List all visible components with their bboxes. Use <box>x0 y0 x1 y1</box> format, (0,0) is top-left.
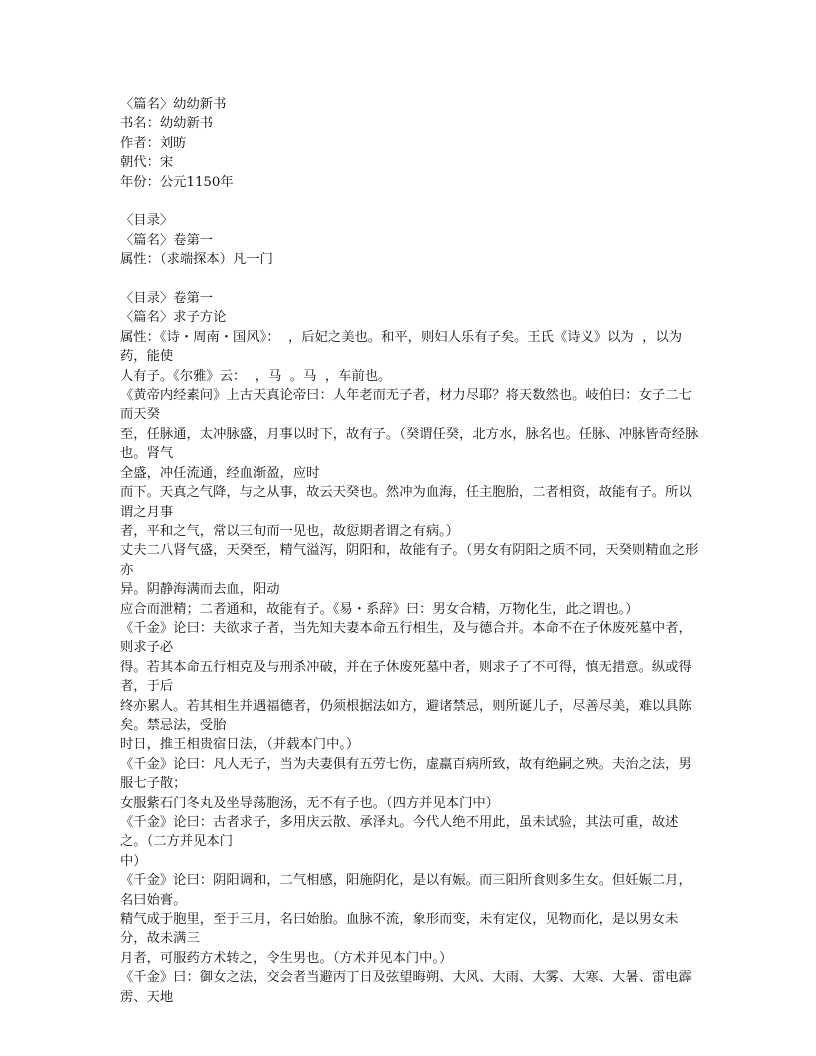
body-line: 者，平和之气，常以三旬而一见也，故愆期者谓之有病。） <box>120 523 460 539</box>
title-line: 〈篇名〉幼幼新书 <box>120 97 227 112</box>
body-line: 女服紫石门冬丸及坐导荡胞汤，无不有子也。（四方并见本门中） <box>120 795 499 811</box>
body-line: 月者，可服药方术转之，令生男也。（方术并见本门中。） <box>120 950 453 966</box>
body-line: 《黄帝内经素问》上古天真论帝曰：人年老而无子者，材力尽耶？将天数然也。岐伯曰：女子二七而天癸 <box>120 388 692 423</box>
body-line: 《千金》论曰：夫欲求子者，当先知夫妻本命五行相生，及与德合并。本命不在子休废死墓中者，则求子必 <box>120 620 692 656</box>
body-line: 得。若其本命五行相克及与刑杀冲破，并在子休废死墓中者，则求子了不可得，慎无措意。纵或得者，于后 <box>120 659 692 695</box>
body-line: 《千金》论曰：凡人无子，当为夫妻俱有五劳七伤，虚羸百病所致，故有绝嗣之殃。夫治之法，男服七子散； <box>120 756 692 792</box>
body-line: 应合而泄精；二者通和，故能有子。《易・系辞》曰：男女合精，万物化生，此之谓也。） <box>120 601 639 617</box>
body-line: 《千金》曰：御女之法，交会者当避丙丁日及弦望晦朔、大风、大雨、大雾、大寒、大暑、雷电霹雳、天地 <box>120 970 692 1005</box>
body-line: 属性：《诗・周南・国风》： ，后妃之美也。和平，则妇人乐有子矣。王氏《诗义》以为 ，以为药，能使 <box>120 329 683 365</box>
book-name-line: 书名：幼幼新书 <box>120 116 214 132</box>
body-line: 人有子。《尔雅》云： ，马 。马 ，车前也。 <box>120 368 392 384</box>
body-line: 全盛，冲任流通，经血渐盈，应时 <box>120 465 320 481</box>
body-line: 而下。天真之气降，与之从事，故云天癸也。然冲为血海，任主胞胎，二者相资，故能有子。所以谓之月事 <box>120 485 692 520</box>
body-line: 终亦累人。若其相生并遇福德者，仍须根据法如方，避诸禁忌，则所诞儿子，尽善尽美，难以具陈矣。禁忌法，受胎 <box>120 698 692 733</box>
body-line: 至，任脉通，太冲脉盛，月事以时下，故有子。（癸谓任癸，北方水，脉名也。任脉、冲脉皆奇经脉也。肾气 <box>120 426 699 462</box>
body-line: 《千金》论曰：阴阳调和，二气相感，阳施阴化，是以有娠。而三阳所食则多生女。但妊娠二月，名曰始膏。 <box>120 873 692 908</box>
chapter-line: 〈篇名〉卷第一 <box>120 232 214 248</box>
section-toc-line: 〈目录〉卷第一 <box>120 291 214 307</box>
blank-line <box>120 270 702 289</box>
body-line: 中） <box>120 853 147 869</box>
body-line: 异。阴静海满而去血，阳动 <box>120 582 280 598</box>
document-page <box>120 95 702 1007</box>
body-line: 时日，推王相贵宿日法，（并载本门中。） <box>120 737 360 753</box>
attribute-line: 属性：（求端探本）凡一门 <box>120 252 273 268</box>
toc-heading: 〈目录〉 <box>120 213 174 229</box>
dynasty-line: 朝代：宋 <box>120 155 174 171</box>
body-line: 精气成于胞里，至于三月，名曰始胎。血脉不流，象形而变，未有定仪，见物而化，是以男女未分，故未满三 <box>120 912 679 947</box>
author-line: 作者：刘昉 <box>120 135 187 151</box>
body-line: 丈夫二八肾气盛，天癸至，精气溢泻，阴阳和，故能有子。（男女有阴阳之质不同，天癸则精血之形亦 <box>120 543 699 578</box>
blank-line <box>120 192 702 211</box>
section-title-line: 〈篇名〉求子方论 <box>120 310 227 326</box>
year-line: 年份：公元1150年 <box>120 174 234 190</box>
body-text <box>120 328 702 1007</box>
body-line: 《千金》论曰：古者求子，多用庆云散、承泽丸。今代人绝不用此，虽未试验，其法可重，故述之。（二方并见本门 <box>120 815 679 850</box>
